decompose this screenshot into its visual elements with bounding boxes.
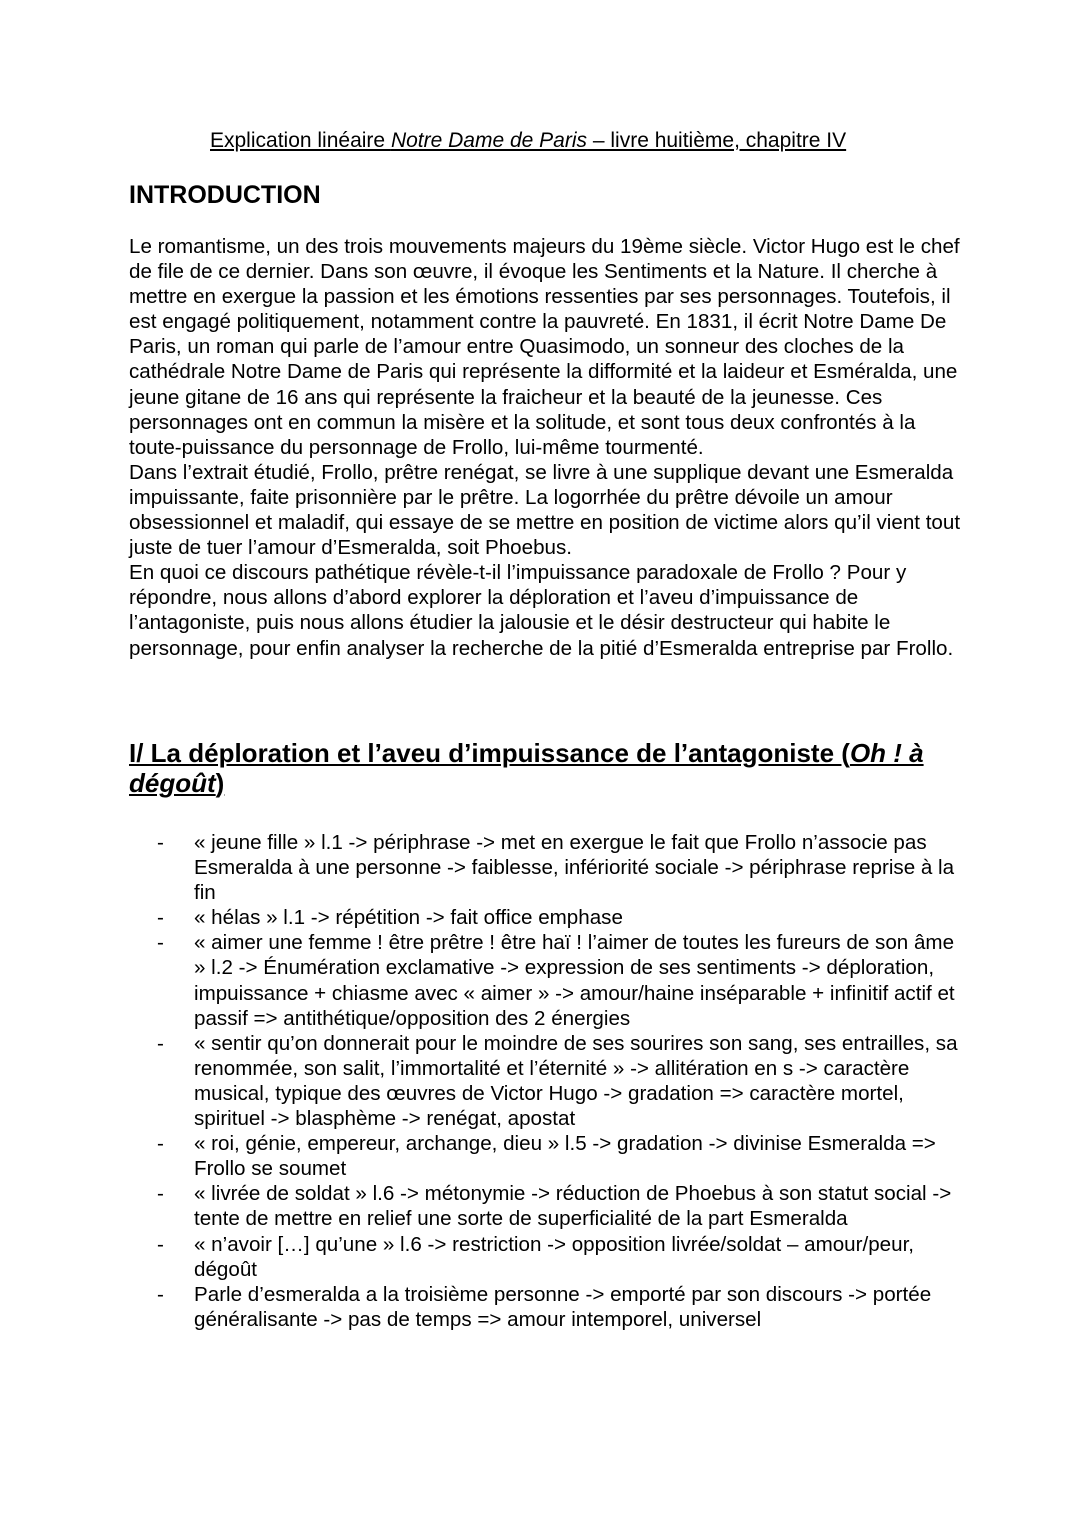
section-heading-quote: Oh ! à dégoût (129, 738, 924, 798)
section-1-heading (129, 738, 959, 798)
bullet-item (129, 830, 959, 905)
bullet-item (129, 905, 959, 930)
bullet-dash: - (157, 1031, 164, 1055)
analysis-bullet-list (129, 830, 959, 1332)
intro-paragraph: Dans l’extrait étudié, Frollo, prêtre renégat, se livre à une supplique devant une Esmeralda impuissante, faite prisonnière par le prêtre. La logorrhée du prêtre dévoile un amour obsessionnel et maladif, qui essaye de se mettre en position de victime alors qu’il vient tout juste de tuer l’amour d’Esmeralda, soit Phoebus. (129, 460, 961, 560)
title-prefix: Explication linéaire (210, 129, 391, 152)
bullet-item (129, 1031, 959, 1131)
bullet-dash: - (157, 1182, 164, 1206)
bullet-text: « jeune fille » l.1 -> périphrase -> met en exergue le fait que Frollo n’associe pas Esmeralda à une personne -> faiblesse, infériorité sociale -> périphrase reprise à la fin (194, 831, 955, 905)
bullet-text: « sentir qu’on donnerait pour le moindre de ses sourires son sang, ses entrailles, sa renommée, son salit, l’immortalité et l’éternité » -> allitération en s -> caractère musical, typique des œuvres de Victor Hugo -> gradation => caractère mortel, spirituel -> blasphème -> renégat, apostat (194, 1031, 958, 1131)
bullet-item (129, 930, 959, 1030)
bullet-dash: - (157, 1132, 164, 1156)
bullet-text: « livrée de soldat » l.6 -> métonymie -> réduction de Phoebus à son statut social -> tente de mettre en relief une sorte de superficialité de la part Esmeralda (194, 1182, 952, 1231)
bullet-text: « aimer une femme ! être prêtre ! être haï ! l’aimer de toutes les fureurs de son âme » l.2 -> Énumération exclamative -> expression de ses sentiments -> déploration, impuissance + chiasme avec « aimer » -> amour/haine inséparable + infinitif actif et passif => antithétique/opposition des 2 énergies (194, 931, 955, 1030)
bullet-item (129, 1282, 959, 1332)
bullet-text: Parle d’esmeralda a la troisième personne -> emporté par son discours -> portée généralisante -> pas de temps => amour intemporel, universel (194, 1282, 932, 1331)
section-heading-main: I/ La déploration et l’aveu d’impuissance de l’antagoniste ( (129, 738, 850, 768)
bullet-text: « roi, génie, empereur, archange, dieu » l.5 -> gradation -> divinise Esmeralda => Frollo se soumet (194, 1132, 936, 1181)
bullet-dash: - (157, 1232, 164, 1256)
introduction-body (129, 234, 964, 661)
title-suffix: – livre huitième, chapitre IV (587, 129, 847, 152)
bullet-text: « hélas » l.1 -> répétition -> fait office emphase (194, 906, 623, 930)
bullet-text: « n’avoir […] qu’une » l.6 -> restriction -> opposition livrée/soldat – amour/peur, dégoût (194, 1232, 915, 1281)
section-heading-close: ) (215, 768, 225, 798)
intro-paragraph: En quoi ce discours pathétique révèle-t-il l’impuissance paradoxale de Frollo ? Pour y répondre, nous allons d’abord explorer la déploration et l’aveu d’impuissance de l’antagoniste, puis nous allons étudier la jalousie et le désir destructeur qui habite le personnage, pour enfin analyser la recherche de la pitié d’Esmeralda entreprise par Frollo. (129, 561, 954, 660)
bullet-item (129, 1131, 959, 1181)
bullet-dash: - (157, 931, 164, 955)
intro-paragraph: Le romantisme, un des trois mouvements majeurs du 19ème siècle. Victor Hugo est le chef de file de ce dernier. Dans son œuvre, il évoque les Sentiments et la Nature. Il cherche à mettre en exergue la passion et les émotions ressenties par ses personnages. Toutefois, il est engagé politiquement, notamment contre la pauvreté. En 1831, il écrit Notre Dame De Paris, un roman qui parle de l’amour entre Quasimodo, un sonneur des cloches de la cathédrale Notre Dame de Paris qui représente la difformité et la laideur et Esméralda, une jeune gitane de 16 ans qui représente la fraicheur et la beauté de la jeunesse. Ces personnages ont en commun la misère et la solitude, et sont tous deux confrontés à la toute-puissance du personnage de Frollo, lui-même tourmenté. (129, 235, 960, 459)
bullet-dash: - (157, 1282, 164, 1306)
bullet-dash: - (157, 831, 164, 854)
introduction-heading: INTRODUCTION (129, 181, 321, 209)
document-title (210, 128, 890, 154)
title-work: Notre Dame de Paris (390, 129, 588, 152)
bullet-item (129, 1181, 959, 1231)
bullet-item (129, 1232, 959, 1282)
bullet-dash: - (157, 906, 164, 930)
